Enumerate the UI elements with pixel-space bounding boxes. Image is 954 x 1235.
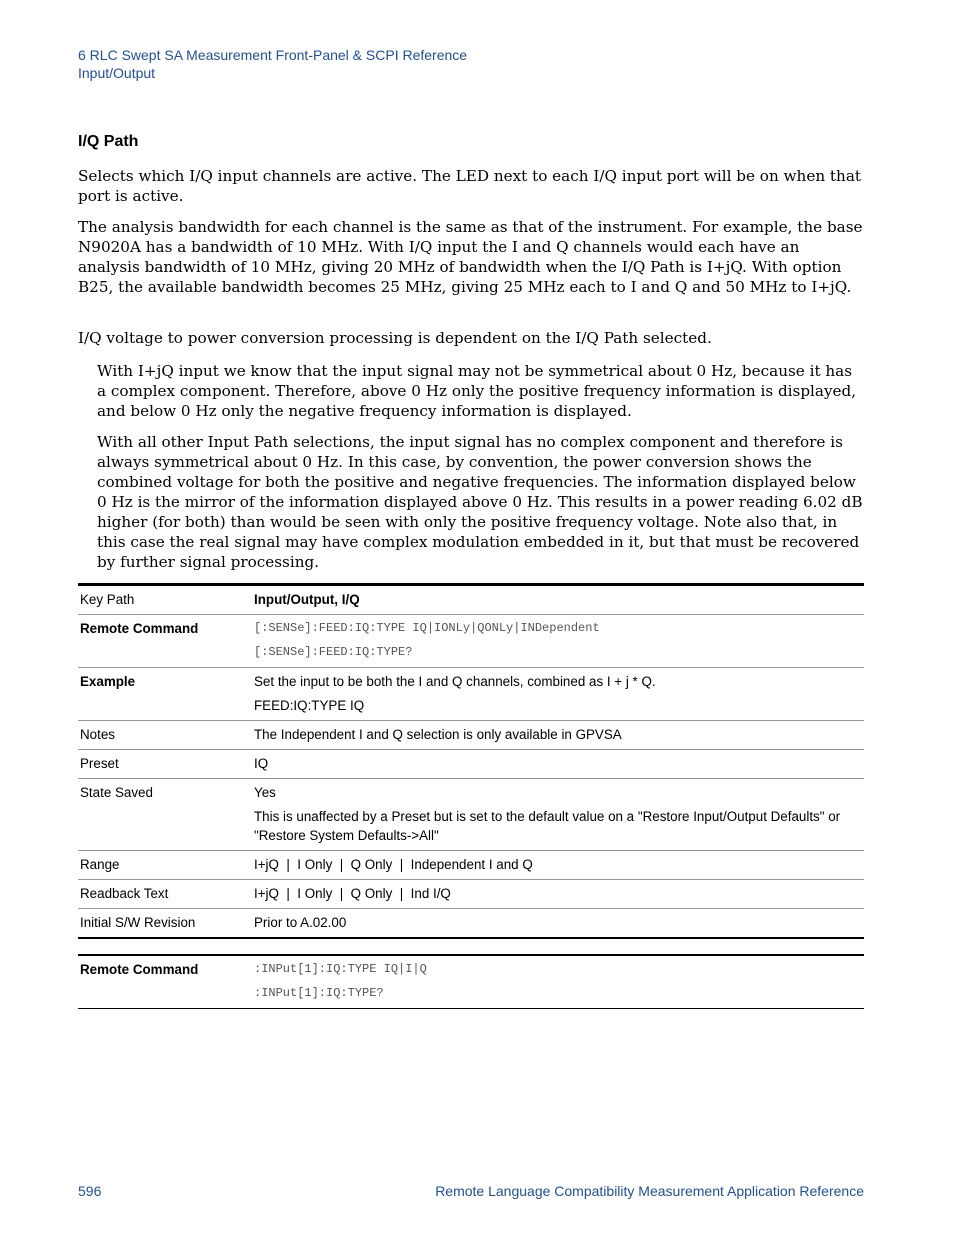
readback-label: Readback Text xyxy=(80,886,169,901)
example-description: Set the input to be both the I and Q channels, combined as I + j * Q. xyxy=(254,674,656,689)
readback-value: I+jQ | I Only | Q Only | Ind I/Q xyxy=(254,886,451,901)
key-path-label: Key Path xyxy=(80,592,135,607)
table-row xyxy=(78,668,864,721)
input-command-table xyxy=(78,954,864,1009)
key-path-value: Input/Output, I/Q xyxy=(254,592,360,607)
state-saved-label: State Saved xyxy=(80,785,153,800)
table-row xyxy=(78,779,864,851)
remote-command-query: [:SENSe]:FEED:IQ:TYPE? xyxy=(254,645,413,659)
table-row xyxy=(78,585,864,615)
range-value: I+jQ | I Only | Q Only | Independent I and Q xyxy=(254,857,533,872)
paragraph-intro: Selects which I/Q input channels are active. The LED next to each I/Q input port will be on when that port is active. xyxy=(78,167,861,205)
paragraph-other-paths: With all other Input Path selections, the input signal has no complex component and therefore is always symmetrical about 0 Hz. In this case, by convention, the power conversion shows the combined voltage for both the positive and negative frequencies. The information displayed below 0 Hz is the mirror of the information displayed above 0 Hz. This results in a power reading 6.02 dB higher (for both) than would be seen with only the positive frequency voltage. Note also that, in this case the real signal may have complex modulation embedded in it, but that must be recovered by further signal processing. xyxy=(97,433,863,571)
table-row xyxy=(78,615,864,668)
reference-table xyxy=(78,583,864,939)
remote-command-set: [:SENSe]:FEED:IQ:TYPE IQ|IONLy|QONLy|INDependent xyxy=(254,621,600,635)
input-remote-command-set: :INPut[1]:IQ:TYPE IQ|I|Q xyxy=(254,962,427,976)
running-header xyxy=(78,46,467,82)
table-row xyxy=(78,880,864,909)
revision-label: Initial S/W Revision xyxy=(80,915,196,930)
preset-label: Preset xyxy=(80,756,119,771)
revision-value: Prior to A.02.00 xyxy=(254,915,347,930)
section-line: Input/Output xyxy=(78,65,156,81)
table-row xyxy=(78,851,864,880)
notes-value: The Independent I and Q selection is only available in GPVSA xyxy=(254,727,622,742)
range-label: Range xyxy=(80,857,120,872)
state-saved-note: This is unaffected by a Preset but is set to the default value on a "Restore Input/Output Defaults" or "Restore System Defaults->All" xyxy=(254,809,841,843)
example-label: Example xyxy=(80,674,136,689)
paragraph-conversion: I/Q voltage to power conversion processing is dependent on the I/Q Path selected. xyxy=(78,329,712,347)
input-remote-command-query: :INPut[1]:IQ:TYPE? xyxy=(254,986,384,1000)
table-row xyxy=(78,721,864,750)
page-number: 596 xyxy=(78,1183,102,1199)
input-remote-command-label: Remote Command xyxy=(80,962,199,977)
state-saved-value: Yes xyxy=(254,785,276,800)
table-row xyxy=(78,909,864,939)
chapter-line: 6 RLC Swept SA Measurement Front-Panel & SCPI Reference xyxy=(78,47,468,63)
example-command: FEED:IQ:TYPE IQ xyxy=(254,698,365,713)
document-title: Remote Language Compatibility Measurement Application Reference xyxy=(435,1183,864,1199)
section-title: I/Q Path xyxy=(78,133,139,150)
table-row xyxy=(78,955,864,1009)
paragraph-bandwidth: The analysis bandwidth for each channel is the same as that of the instrument. For example, the base N9020A has a bandwidth of 10 MHz. With I/Q input the I and Q channels would each have an analysis bandwidth of 10 MHz, giving 20 MHz of bandwidth when the I/Q Path is I+jQ. With option B25, the available bandwidth becomes 25 MHz, giving 25 MHz each to I and Q and 50 MHz to I+jQ. xyxy=(78,218,863,296)
preset-value: IQ xyxy=(254,756,269,771)
remote-command-label: Remote Command xyxy=(80,621,199,636)
table-row xyxy=(78,750,864,779)
paragraph-ijq: With I+jQ input we know that the input signal may not be symmetrical about 0 Hz, because it has a complex component. Therefore, above 0 Hz only the positive frequency information is displayed, and below 0 Hz only the negative frequency information is displayed. xyxy=(97,362,857,420)
notes-label: Notes xyxy=(80,727,115,742)
